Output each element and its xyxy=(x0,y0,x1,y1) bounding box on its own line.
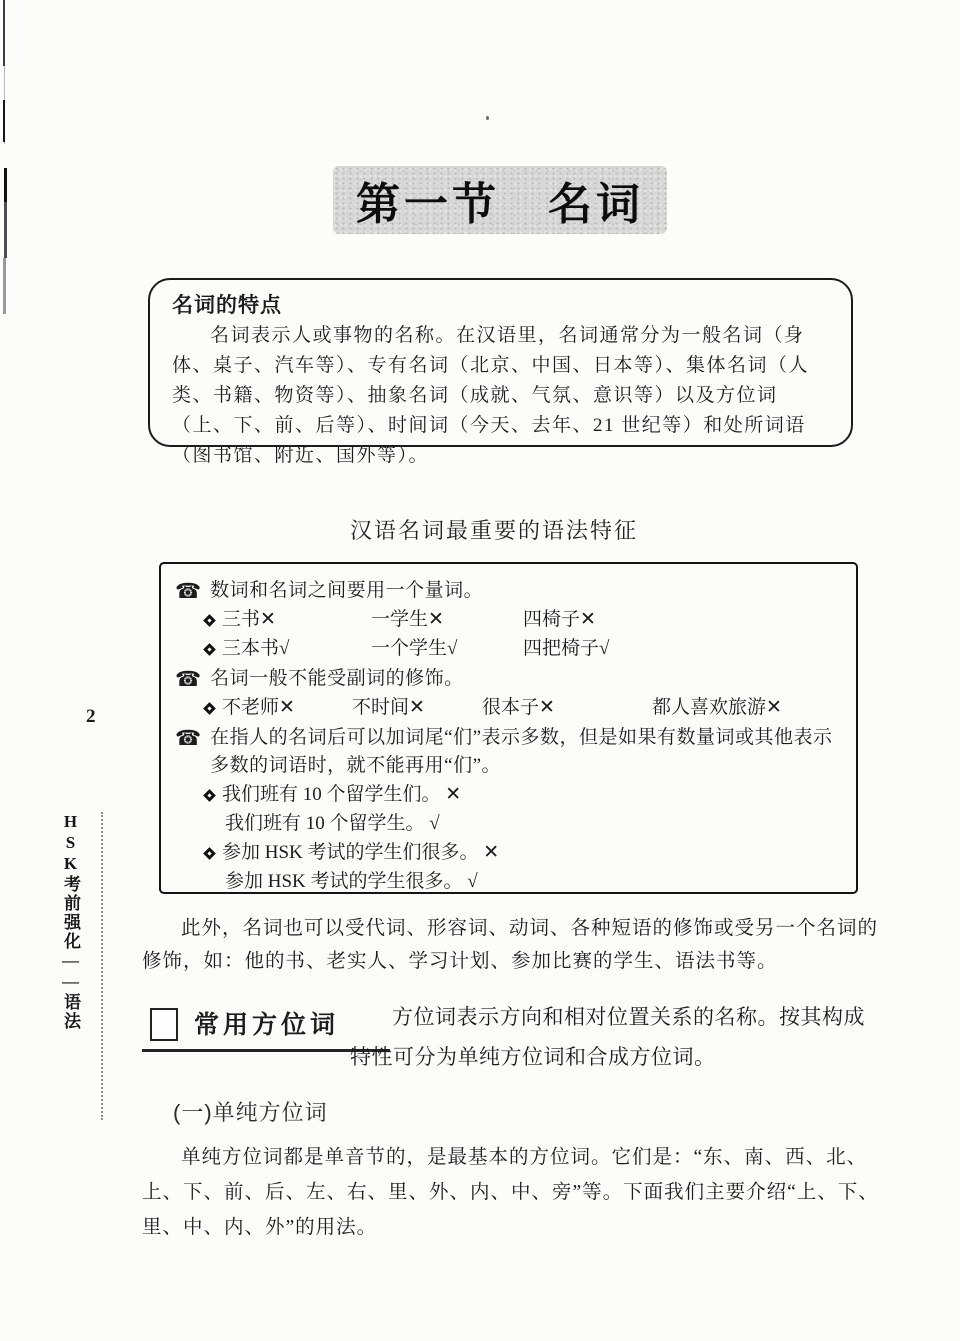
example-text: 一个学生√ xyxy=(371,638,458,659)
example-text: 参加 HSK 考试的学生们很多。 ✕ xyxy=(222,842,500,863)
example-text: 三书✕ xyxy=(222,609,276,630)
page-title: 第一节 名词 xyxy=(356,180,644,229)
subsection-title: (一)单纯方位词 xyxy=(173,1100,328,1125)
example-text: 参加 HSK 考试的学生很多。 √ xyxy=(225,871,478,892)
example-sentence xyxy=(175,781,844,809)
example-sentence xyxy=(175,810,844,838)
rule-item xyxy=(175,577,844,605)
scan-edge-artifact xyxy=(3,0,5,66)
grammar-features-box xyxy=(159,562,858,894)
box-body-text: 名词表示人或事物的名称。在汉语里，名词通常分为一般名词（身体、桌子、汽车等）、专有名词（北京、中国、日本等）、集体名词（人类、书籍、物资等）、抽象名词（成就、气氛、意识等）以及方位词（上、下、前、后等）、时间词（今天、去年、21 世纪等）和处所词语（图书馆、附近、国外等）。 xyxy=(172,325,810,466)
scan-speck xyxy=(486,116,489,120)
rule-item xyxy=(175,724,844,780)
example-text: 三本书√ xyxy=(222,638,290,659)
example-text: 我们班有 10 个留学生们。 ✕ xyxy=(222,784,462,805)
example-cell xyxy=(371,635,523,663)
margin-dotted-rule xyxy=(101,812,103,1120)
example-text: 我们班有 10 个留学生。 √ xyxy=(225,813,440,834)
rule-item xyxy=(175,665,844,693)
rule-text: 名词一般不能受副词的修饰。 xyxy=(210,668,464,689)
example-cell xyxy=(652,694,782,722)
rule-text: 在指人的名词后可以加词尾“们”表示多数，但是如果有数量词或其他表示多数的词语时，就不能再用“们”。 xyxy=(210,727,833,776)
diamond-bullet-icon xyxy=(203,643,216,656)
telephone-icon: ☎ xyxy=(175,667,202,691)
example-cell xyxy=(371,606,523,634)
features-heading: 汉语名词最重要的语法特征 xyxy=(349,518,638,543)
example-text: 很本子✕ xyxy=(482,697,555,718)
scan-edge-artifact xyxy=(4,168,7,202)
diamond-bullet-icon xyxy=(203,614,216,627)
example-text: 不时间✕ xyxy=(352,697,425,718)
modifiers-paragraph: 此外，名词也可以受代词、形容词、动词、各种短语的修饰或受另一个名词的修饰，如：他的书、老实人、学习计划、参加比赛的学生、语法书等。 xyxy=(142,918,879,972)
telephone-icon: ☎ xyxy=(175,726,202,750)
example-sentence xyxy=(175,868,844,896)
section-title: 常用方位词 xyxy=(194,1011,340,1039)
chapter-title-band xyxy=(333,166,667,234)
example-cell xyxy=(523,606,596,634)
square-box-icon xyxy=(150,1008,178,1041)
noun-characteristics-box xyxy=(148,278,853,466)
example-cell xyxy=(482,694,652,722)
diamond-bullet-icon xyxy=(203,847,216,860)
example-sentence xyxy=(175,839,844,867)
subsection-paragraph: 单纯方位词都是单音节的，是最基本的方位词。它们是：“东、南、西、北、上、下、前、后、左、右、里、外、内、中、旁”等。下面我们主要介绍“上、下、里、中、内、外”的用法。 xyxy=(142,1147,879,1238)
scan-edge-artifact xyxy=(3,258,6,314)
diamond-bullet-icon xyxy=(203,789,216,802)
example-text: 都人喜欢旅游✕ xyxy=(652,697,782,718)
box-heading: 名词的特点 xyxy=(172,294,282,317)
scan-edge-artifact xyxy=(4,202,7,258)
example-text: 四椅子✕ xyxy=(523,609,596,630)
example-cell xyxy=(523,635,609,663)
scan-edge-artifact xyxy=(3,100,5,142)
example-cell xyxy=(205,606,371,634)
example-row xyxy=(175,635,844,663)
section-intro-paragraph: 方位词表示方向和相对位置关系的名称。按其构成特性可分为单纯方位词和合成方位词。 xyxy=(350,1005,865,1069)
page-number: 2 xyxy=(86,706,96,727)
example-row xyxy=(175,694,844,722)
telephone-icon: ☎ xyxy=(175,579,202,603)
example-cell xyxy=(352,694,482,722)
example-cell xyxy=(205,694,352,722)
rule-text: 数词和名词之间要用一个量词。 xyxy=(210,580,484,601)
example-cell xyxy=(205,635,371,663)
example-text: 四把椅子√ xyxy=(523,638,610,659)
example-row xyxy=(175,606,844,634)
example-text: 不老师✕ xyxy=(222,697,295,718)
diamond-bullet-icon xyxy=(203,702,216,715)
book-title-vertical: HSK考前强化——语法 xyxy=(61,812,80,1031)
example-text: 一学生✕ xyxy=(371,609,444,630)
